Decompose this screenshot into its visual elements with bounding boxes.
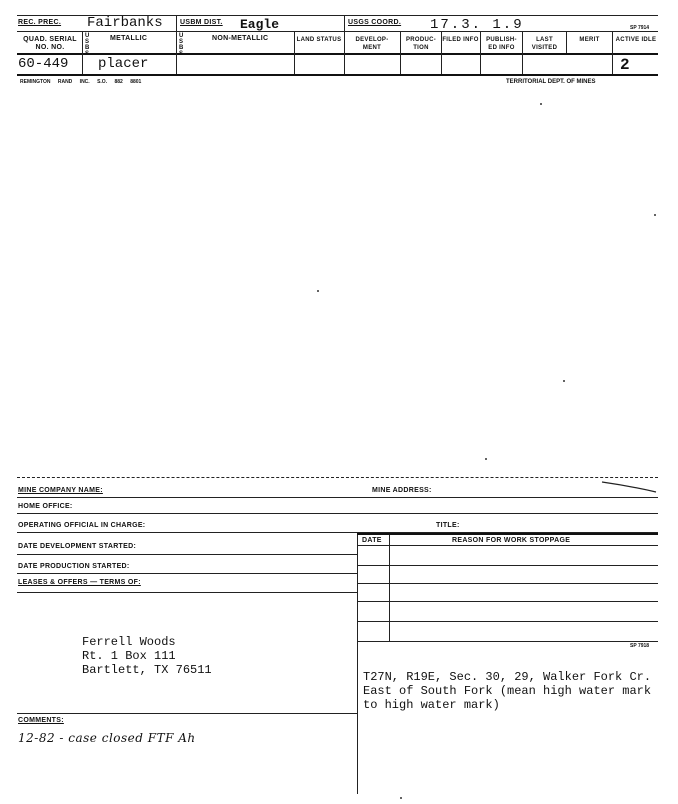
row-border (17, 554, 357, 555)
row-border (357, 641, 658, 642)
speck (654, 214, 656, 216)
leases-label: LEASES & OFFERS — TERMS OF: (18, 579, 141, 586)
serial-value: 60-449 (18, 56, 69, 72)
speck (400, 797, 402, 799)
row-border (17, 592, 357, 593)
col-active-idle: ACTIVE IDLE (615, 37, 657, 43)
divider (82, 53, 83, 74)
home-office-label: HOME OFFICE: (18, 503, 73, 510)
col-nonmetallic: NON-METALLIC (212, 35, 269, 42)
date-development-label: DATE DEVELOPMENT STARTED: (18, 543, 137, 550)
divider (612, 31, 613, 74)
divider (522, 31, 523, 74)
operating-official-label: OPERATING OFFICIAL IN CHARGE: (18, 522, 146, 529)
mine-address-label: MINE ADDRESS: (372, 487, 432, 494)
rec-prec-label: REC. PREC. (18, 19, 62, 26)
location-line-1: T27N, R19E, Sec. 30, 29, Walker Fork Cr. (363, 670, 652, 684)
owner-address-line1: Rt. 1 Box 111 (82, 649, 176, 663)
speck (563, 380, 565, 382)
col-usbs-nonmetallic-flag: U S B S (179, 33, 184, 57)
form-number: SP 7914 (630, 25, 650, 31)
rec-prec-value: Fairbanks (87, 15, 163, 31)
title-label: TITLE: (436, 522, 460, 529)
active-idle-mark: 2 (620, 56, 630, 74)
date-production-label: DATE PRODUCTION STARTED: (18, 563, 130, 570)
speck (540, 103, 542, 105)
col-land-status: LAND STATUS (296, 37, 342, 43)
divider (82, 31, 83, 53)
divider (566, 31, 567, 53)
usgs-coord-label: USGS COORD. (348, 19, 402, 26)
row-border (357, 545, 658, 546)
divider (176, 15, 177, 74)
row-border (17, 573, 357, 574)
top-card-header-border (17, 53, 658, 55)
comment-handwritten: 12-82 - case closed FTF Ah (18, 731, 196, 745)
divider (400, 31, 401, 74)
divider (357, 532, 358, 794)
col-development: DEVELOP- MENT (355, 37, 389, 51)
row-border (17, 513, 658, 514)
owner-name: Ferrell Woods (82, 635, 176, 649)
mine-company-label: MINE COMPANY NAME: (18, 487, 103, 494)
row-border (357, 601, 658, 602)
col-published-info: PUBLISH- ED INFO (486, 37, 517, 51)
form-number: SP 7918 (630, 643, 650, 649)
row-border (17, 713, 357, 714)
divider (389, 532, 390, 642)
col-quad-serial: QUAD. SERIAL NO. NO. (23, 36, 77, 51)
row-border (357, 533, 658, 535)
col-usbs-metallic-flag: U S B S (85, 33, 90, 57)
col-filed-info: FILED INFO (442, 37, 479, 43)
row-border (357, 583, 658, 584)
col-metallic: METALLIC (110, 35, 148, 42)
col-last-visited: LAST VISITED (531, 37, 558, 51)
row-border (357, 621, 658, 622)
comments-label: COMMENTS: (18, 717, 64, 724)
top-card-row1-border (17, 31, 658, 32)
owner-address-line2: Bartlett, TX 76511 (82, 663, 212, 677)
usbm-dist-value: Eagle (240, 17, 280, 32)
printer-line: REMINGTON RAND INC. S.O. 882 8801 (20, 79, 142, 85)
bottom-card-top-border (17, 477, 658, 478)
location-line-2: East of South Fork (mean high water mark (363, 684, 652, 698)
divider (344, 15, 345, 74)
dept-line: TERRITORIAL DEPT. OF MINES (506, 79, 596, 85)
usgs-coord-value: 17.3. 1.9 (430, 17, 524, 33)
reason-column-header: REASON FOR WORK STOPPAGE (452, 537, 571, 544)
speck (317, 290, 319, 292)
metallic-value: placer (98, 56, 149, 72)
col-production: PRODUC- TION (405, 37, 437, 51)
row-border (357, 565, 658, 566)
divider (294, 31, 295, 74)
divider (480, 31, 481, 74)
pen-stroke (600, 478, 658, 496)
usbm-dist-label: USBM DIST. (180, 19, 223, 26)
date-column-header: DATE (362, 537, 382, 544)
row-border (17, 497, 658, 498)
col-merit: MERIT (579, 37, 600, 43)
top-card-bottom-border (17, 74, 658, 76)
location-line-3: to high water mark) (363, 698, 500, 712)
speck (485, 458, 487, 460)
